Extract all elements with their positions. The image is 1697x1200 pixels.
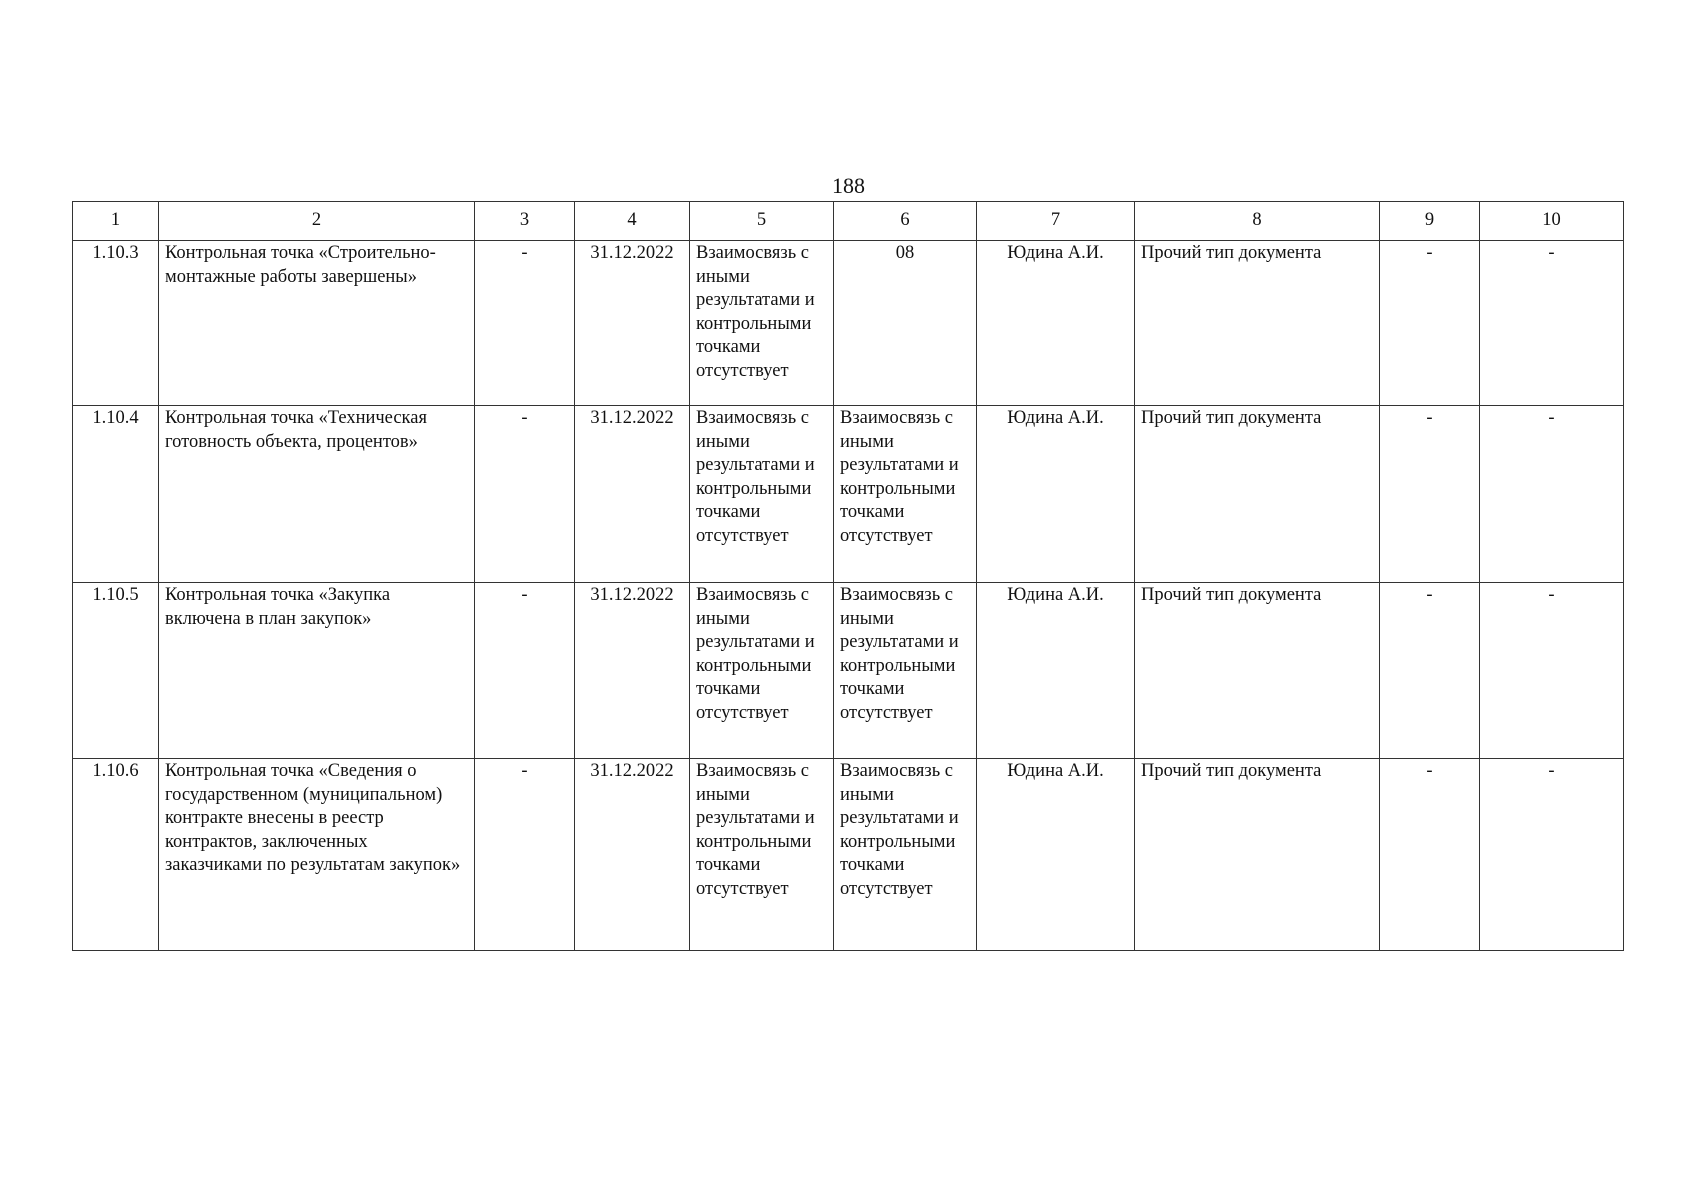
deadline-date: 31.12.2022 bbox=[575, 241, 690, 406]
deadline-date: 31.12.2022 bbox=[575, 583, 690, 759]
relation-text: Взаимосвязь с иными результатами и контрольными точками отсутствует bbox=[690, 406, 834, 583]
col10-value: - bbox=[1480, 583, 1624, 759]
column-header-10: 10 bbox=[1480, 202, 1624, 241]
deadline-date: 31.12.2022 bbox=[575, 759, 690, 951]
column-header-2: 2 bbox=[159, 202, 475, 241]
table-row bbox=[73, 241, 1624, 406]
row-number: 1.10.5 bbox=[73, 583, 159, 759]
col3-value: - bbox=[475, 406, 575, 583]
col9-value: - bbox=[1380, 759, 1480, 951]
document-type: Прочий тип документа bbox=[1135, 406, 1380, 583]
col6-value: 08 bbox=[834, 241, 977, 406]
relation-text: Взаимосвязь с иными результатами и контрольными точками отсутствует bbox=[690, 583, 834, 759]
responsible-person: Юдина А.И. bbox=[977, 241, 1135, 406]
control-point-name: Контрольная точка «Техническая готовность объекта, процентов» bbox=[159, 406, 475, 583]
relation-text: Взаимосвязь с иными результатами и контрольными точками отсутствует bbox=[690, 759, 834, 951]
column-header-1: 1 bbox=[73, 202, 159, 241]
column-header-4: 4 bbox=[575, 202, 690, 241]
column-header-9: 9 bbox=[1380, 202, 1480, 241]
col10-value: - bbox=[1480, 759, 1624, 951]
control-point-name: Контрольная точка «Строительно-монтажные работы завершены» bbox=[159, 241, 475, 406]
relation-text: Взаимосвязь с иными результатами и контрольными точками отсутствует bbox=[690, 241, 834, 406]
control-point-name: Контрольная точка «Закупка включена в план закупок» bbox=[159, 583, 475, 759]
col10-value: - bbox=[1480, 406, 1624, 583]
table-row bbox=[73, 583, 1624, 759]
responsible-person: Юдина А.И. bbox=[977, 406, 1135, 583]
control-point-name: Контрольная точка «Сведения о государственном (муниципальном) контракте внесены в реестр контрактов, заключенных заказчиками по результатам закупок» bbox=[159, 759, 475, 951]
col9-value: - bbox=[1380, 241, 1480, 406]
column-header-7: 7 bbox=[977, 202, 1135, 241]
col3-value: - bbox=[475, 241, 575, 406]
column-header-8: 8 bbox=[1135, 202, 1380, 241]
col10-value: - bbox=[1480, 241, 1624, 406]
column-header-3: 3 bbox=[475, 202, 575, 241]
row-number: 1.10.3 bbox=[73, 241, 159, 406]
document-type: Прочий тип документа bbox=[1135, 759, 1380, 951]
column-header-5: 5 bbox=[690, 202, 834, 241]
relation-text-2: Взаимосвязь с иными результатами и контрольными точками отсутствует bbox=[834, 583, 977, 759]
table-row bbox=[73, 406, 1624, 583]
row-number: 1.10.6 bbox=[73, 759, 159, 951]
column-header-6: 6 bbox=[834, 202, 977, 241]
header-row bbox=[73, 202, 1624, 241]
document-type: Прочий тип документа bbox=[1135, 241, 1380, 406]
col9-value: - bbox=[1380, 406, 1480, 583]
col3-value: - bbox=[475, 759, 575, 951]
row-number: 1.10.4 bbox=[73, 406, 159, 583]
relation-text-2: Взаимосвязь с иными результатами и контрольными точками отсутствует bbox=[834, 406, 977, 583]
control-points-table bbox=[72, 201, 1624, 951]
responsible-person: Юдина А.И. bbox=[977, 759, 1135, 951]
relation-text-2: Взаимосвязь с иными результатами и контрольными точками отсутствует bbox=[834, 759, 977, 951]
document-type: Прочий тип документа bbox=[1135, 583, 1380, 759]
page-number: 188 bbox=[832, 173, 865, 198]
responsible-person: Юдина А.И. bbox=[977, 583, 1135, 759]
col9-value: - bbox=[1380, 583, 1480, 759]
col3-value: - bbox=[475, 583, 575, 759]
deadline-date: 31.12.2022 bbox=[575, 406, 690, 583]
table-row bbox=[73, 759, 1624, 951]
